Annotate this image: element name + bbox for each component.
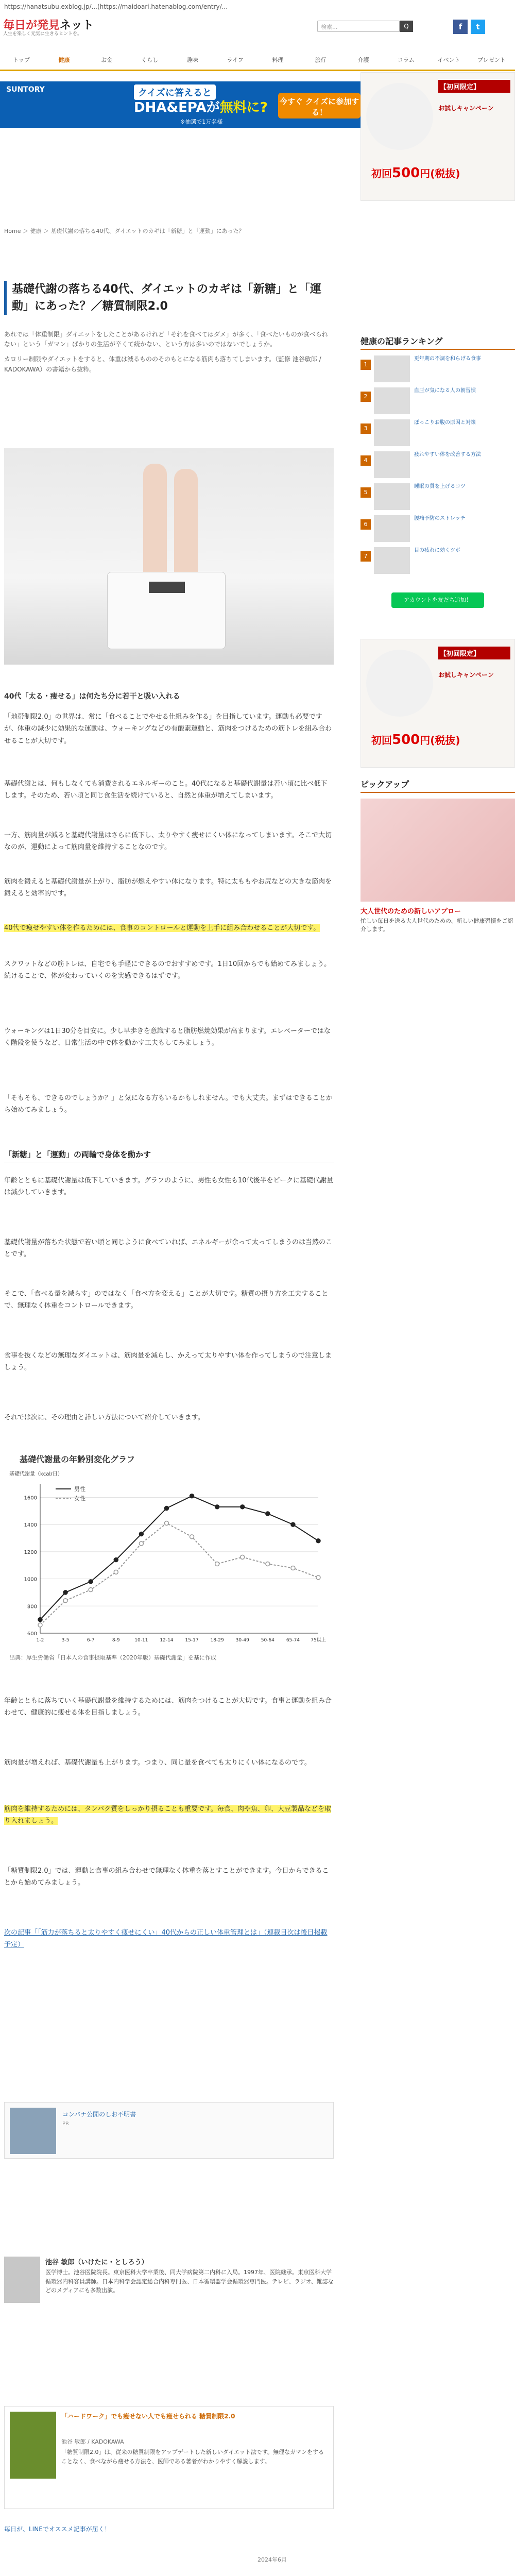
nav-item-event[interactable]: イベント bbox=[437, 57, 460, 63]
nav-item-health[interactable]: 健康 bbox=[58, 57, 70, 63]
side-ad-2[interactable] bbox=[360, 639, 515, 768]
ranking-item[interactable] bbox=[360, 419, 515, 449]
article-paragraph: 基礎代謝とは、何もしなくても消費されるエネルギーのこと。40代になると基礎代謝量は若い頃に比べ低下します。そのため、若い頃と同じ食生活を続けていると、自然と体重が増えてしまいます。 bbox=[4, 780, 328, 800]
side-ad-price-c: 円(税抜) bbox=[420, 167, 460, 180]
top-banner-ad[interactable] bbox=[0, 81, 375, 128]
data-point bbox=[114, 1558, 118, 1562]
article-paragraph: ウォーキングは1日30分を目安に。少し早歩きを意識すると脂肪燃焼効果が高まります。エレベーターではなく階段を使うなど、日常生活の中で体を動かす工夫もしてみましょう。 bbox=[4, 1027, 331, 1047]
book-author: 池谷 敏郎 / KADOKAWA bbox=[61, 2438, 124, 2445]
book-cover[interactable] bbox=[10, 2412, 56, 2479]
banner-cta-button[interactable]: 今すぐ クイズに参加する！ bbox=[278, 93, 360, 118]
rank-number: 2 bbox=[360, 392, 371, 402]
mid-ad-thumb bbox=[10, 2108, 56, 2154]
y-tick-label: 1600 bbox=[24, 1495, 37, 1501]
article-date: 2024年6月 bbox=[258, 2556, 287, 2563]
x-tick-label: 75以上 bbox=[311, 1638, 326, 1643]
side-ad-tag: 【初回限定】 bbox=[438, 647, 510, 659]
data-point bbox=[316, 1539, 320, 1543]
side-ad-price-a: 初回 bbox=[371, 167, 392, 180]
side-ad-product bbox=[366, 83, 433, 150]
banner-brand: SUNTORY bbox=[6, 86, 45, 94]
data-point bbox=[291, 1566, 295, 1570]
lead-paragraph-2: カロリー制限やダイエットをすると、体重は減るもののそのもとになる筋肉も落ちてしまいます。（監修 池谷敏郎 / KADOKAWA）の書籍から抜粋。 bbox=[4, 355, 321, 373]
book-box[interactable] bbox=[4, 2406, 334, 2509]
highlight-text: 40代で痩せやすい体を作るためには、食事のコントロールと運動を上手に組み合わせることが大切です。 bbox=[4, 924, 320, 932]
nav-item-money[interactable]: お金 bbox=[101, 57, 113, 63]
legend-label: 男性 bbox=[74, 1486, 85, 1493]
line-follow-link[interactable]: 毎日が、LINEでオススメ記事が届く！ bbox=[4, 2526, 111, 2533]
side-ad-product bbox=[366, 650, 433, 717]
data-point bbox=[241, 1555, 245, 1559]
article-paragraph: 「そもそも、できるのでしょうか？」と気になる方もいるかもしれません。でも大丈夫。まずはできることから始めてみましょう。 bbox=[4, 1094, 333, 1114]
author-bio: 医学博士。池谷医院院長。東京医科大学卒業後、同大学病院第二内科に入局。1997年、医院継承。東京医科大学循環器内科客員講師。日本内科学会認定総合内科専門医、日本循環器学会循環器専門医。テレビ、ラジオ、雑誌などのメディアにも多数出演。 bbox=[45, 2269, 334, 2294]
section-heading: 40代「太る・痩せる」は何たち分に若干と吸い入れる bbox=[4, 692, 180, 701]
logo-part-a: 毎日が bbox=[3, 19, 38, 32]
data-point bbox=[89, 1580, 93, 1584]
chart-caption: 出典：厚生労働省「日本人の食事摂取基準（2020年版）基礎代謝量」を基に作成 bbox=[9, 1654, 216, 1661]
rank-title[interactable]: 更年期の不調を和らげる食事 bbox=[414, 356, 481, 362]
side-ad-price-b: 500 bbox=[392, 165, 420, 181]
leg-right bbox=[174, 469, 198, 587]
data-point bbox=[190, 1535, 194, 1539]
scale-display bbox=[149, 582, 185, 593]
banner-headline-a: DHA&EPA bbox=[134, 100, 207, 115]
x-tick-label: 10-11 bbox=[134, 1638, 148, 1643]
rank-number: 6 bbox=[360, 519, 371, 530]
url-bar[interactable]: https://hanatsubu.exblog.jp/...(https://maidoari.hatenablog.com/entry/... bbox=[0, 0, 515, 14]
x-tick-label: 30-49 bbox=[235, 1638, 249, 1643]
y-tick-label: 1000 bbox=[24, 1577, 37, 1583]
article-paragraph: それでは次に、その理由と詳しい方法について紹介していきます。 bbox=[4, 1414, 204, 1421]
bmr-chart bbox=[4, 1453, 334, 1680]
ranking-item[interactable] bbox=[360, 483, 515, 513]
rank-title[interactable]: 睡眠の質を上げるコツ bbox=[414, 484, 466, 489]
pickup-text: 忙しい毎日を送る大人世代のための、新しい健康習慣をご紹介します。 bbox=[360, 917, 513, 933]
search-button[interactable]: Q bbox=[400, 21, 413, 32]
nav-item-present[interactable]: プレゼント bbox=[477, 57, 506, 63]
pickup-image[interactable] bbox=[360, 799, 515, 902]
data-point bbox=[291, 1522, 295, 1527]
rank-number: 5 bbox=[360, 487, 371, 498]
article-photo bbox=[4, 448, 334, 665]
rank-title[interactable]: 疲れやすい体を改善する方法 bbox=[414, 452, 481, 457]
author-box bbox=[4, 2251, 334, 2385]
y-tick-label: 1200 bbox=[24, 1549, 37, 1555]
rank-title[interactable]: 腰痛予防のストレッチ bbox=[414, 516, 466, 521]
chart-title: 基礎代謝量の年齢別変化グラフ bbox=[20, 1454, 135, 1464]
side-ad-line: お試しキャンペーン bbox=[438, 105, 494, 112]
rank-title[interactable]: 目の疲れに効くツボ bbox=[414, 548, 460, 553]
article-paragraph: 「地帯制限2.0」の世界は、常に「食べることでやせる仕組みを作る」を目指しています。運動も必要ですが、体重の減少に効果的な運動は、ウォーキングなどの有酸素運動と、筋肉をつけるための筋トレを組み合わせることが大切です。 bbox=[4, 713, 332, 745]
article-paragraph: 筋肉を鍛えると基礎代謝量が上がり、脂肪が燃えやすい体になります。特に太ももやお尻などの大きな筋肉を鍛えると効率的です。 bbox=[4, 878, 332, 898]
data-point bbox=[215, 1562, 219, 1566]
data-point bbox=[38, 1623, 42, 1627]
data-point bbox=[215, 1505, 219, 1509]
next-article-link[interactable]: 次の記事「「筋力が落ちると太りやすく痩せにくい」40代からの正しい体重管理とは」（連載目次は後日掲載予定） bbox=[4, 1929, 328, 1949]
banner-headline-c: 無料に? bbox=[219, 100, 268, 115]
search-input[interactable]: 検索... bbox=[317, 21, 400, 32]
banner-headline bbox=[134, 97, 268, 116]
data-point bbox=[114, 1570, 118, 1574]
rank-title[interactable]: 血圧が気になる人の朝習慣 bbox=[414, 388, 476, 394]
x-tick-label: 65-74 bbox=[286, 1638, 300, 1643]
bathroom-scale bbox=[107, 572, 226, 649]
line-add-friend-button[interactable]: アカウントを友だち追加！ bbox=[391, 592, 484, 608]
facebook-icon[interactable]: f bbox=[453, 20, 468, 34]
banner-title: クイズに答えると bbox=[134, 84, 216, 100]
rank-title[interactable]: ぽっこりお腹の原因と対策 bbox=[414, 420, 476, 426]
nav-item-cooking[interactable]: 料理 bbox=[272, 57, 284, 63]
article-paragraph: 年齢とともに基礎代謝量は低下していきます。グラフのように、男性も女性も10代後半をピークに基礎代謝量は減少していきます。 bbox=[4, 1177, 333, 1197]
data-point bbox=[139, 1541, 143, 1546]
side-ad-price bbox=[371, 732, 460, 748]
ranking-item[interactable] bbox=[360, 547, 515, 577]
rank-thumb[interactable] bbox=[374, 451, 410, 478]
data-point bbox=[63, 1599, 67, 1603]
ranking-item[interactable] bbox=[360, 515, 515, 545]
rank-thumb[interactable] bbox=[374, 355, 410, 382]
rank-number: 1 bbox=[360, 360, 371, 370]
side-ad-price-c: 円(税抜) bbox=[420, 734, 460, 747]
nav-item-care[interactable]: 介護 bbox=[357, 57, 369, 63]
side-ad-tag: 【初回限定】 bbox=[438, 80, 510, 93]
rank-thumb[interactable] bbox=[374, 547, 410, 574]
lead-paragraph: あれでは「体重制限」ダイエットをしたことがあるけれど「それを食べてはダメ」が多く、「食べたいものが食べられない」という「ガマン」ばかりの生活が辛くて続かない、という方は多いのではないでしょうか。 bbox=[4, 331, 328, 348]
rank-number: 4 bbox=[360, 455, 371, 466]
logo-part-b: 発見 bbox=[37, 19, 60, 32]
rank-thumb[interactable] bbox=[374, 483, 410, 510]
side-ad-1[interactable] bbox=[360, 72, 515, 201]
x-tick-label: 6-7 bbox=[87, 1638, 95, 1643]
x-tick-label: 12-14 bbox=[160, 1638, 174, 1643]
nav-item-top[interactable]: トップ bbox=[13, 57, 30, 63]
rank-thumb[interactable] bbox=[374, 387, 410, 414]
banner-note: ※抽選で1万名様 bbox=[180, 118, 223, 125]
author-avatar bbox=[4, 2257, 40, 2303]
pickup-heading: ピックアップ bbox=[360, 778, 515, 793]
page-title: 基礎代謝の落ちる40代、ダイエットのカギは「新糖」と「運動」にあった？／糖質制限2.0 bbox=[4, 281, 334, 315]
rank-number: 7 bbox=[360, 551, 371, 562]
logo-part-c: ネット bbox=[60, 19, 94, 32]
pickup-title[interactable]: 大人世代のための新しいアプロー bbox=[360, 908, 461, 916]
data-point bbox=[164, 1521, 168, 1525]
x-tick-label: 8-9 bbox=[112, 1638, 120, 1643]
leg-left bbox=[143, 464, 167, 582]
book-title[interactable]: 「ハードワーク」でも痩せない人でも痩せられる 糖質制限2.0 bbox=[61, 2413, 235, 2420]
banner-headline-b: が bbox=[206, 100, 220, 115]
data-point bbox=[316, 1575, 320, 1580]
nav-item-hobby[interactable]: 趣味 bbox=[186, 57, 198, 63]
section-heading-2: 「新糖」と「運動」の両輪で身体を動かす bbox=[4, 1149, 334, 1162]
x-tick-label: 3-5 bbox=[61, 1638, 70, 1643]
ranking-heading: 健康の記事ランキング bbox=[360, 335, 515, 350]
rank-thumb[interactable] bbox=[374, 419, 410, 446]
data-point bbox=[38, 1618, 42, 1622]
highlight-text: 筋肉を維持するためには、タンパク質をしっかり摂ることも重要です。毎食、肉や魚、卵、大豆製品などを取り入れましょう。 bbox=[4, 1805, 332, 1825]
main-nav bbox=[0, 52, 515, 71]
article-lead bbox=[4, 330, 334, 375]
breadcrumb[interactable]: Home ＞ 健康 ＞ 基礎代謝の落ちる40代、ダイエットのカギは「新糖」と「運動」にあった？ bbox=[4, 228, 245, 234]
article-paragraph: 「糖質制限2.0」では、運動と食事の組み合わせで無理なく体重を落とすことができます。今日からできることから始めてみましょう。 bbox=[4, 1867, 329, 1887]
article-highlight bbox=[4, 922, 334, 934]
tagline: 人生を楽しく元気に生きるヒントを。 bbox=[3, 31, 82, 37]
ranking-item[interactable] bbox=[360, 451, 515, 481]
article-paragraph: 筋肉量が増えれば、基礎代謝量も上がります。つまり、同じ量を食べても太りにくい体になるのです。 bbox=[4, 1759, 311, 1767]
nav-item-column[interactable]: コラム bbox=[398, 57, 415, 63]
data-point bbox=[89, 1588, 93, 1592]
side-ad-price bbox=[371, 165, 460, 181]
mid-ad-label: PR bbox=[62, 2121, 69, 2127]
ranking-item[interactable] bbox=[360, 387, 515, 417]
rank-thumb[interactable] bbox=[374, 515, 410, 542]
series-line-female bbox=[40, 1523, 318, 1625]
mid-article-ad[interactable] bbox=[4, 2102, 334, 2159]
article-paragraph: 一方、筋肉量が減ると基礎代謝量はさらに低下し、太りやすく痩せにくい体になってしまいます。そこで大切なのが、運動によって筋肉量を維持することなのです。 bbox=[4, 832, 332, 852]
data-point bbox=[266, 1562, 270, 1566]
data-point bbox=[164, 1506, 168, 1510]
data-point bbox=[63, 1590, 67, 1595]
nav-item-travel[interactable]: 旅行 bbox=[315, 57, 327, 63]
book-description: 「糖質制限2.0」は、従来の糖質制限をアップデートした新しいダイエット法です。無理なガマンをすることなく、食べながら痩せる方法を、医師である著者がわかりやすく解説します。 bbox=[61, 2449, 324, 2465]
ranking-item[interactable] bbox=[360, 355, 515, 385]
chart-svg bbox=[4, 1463, 334, 1659]
side-ad-price-a: 初回 bbox=[371, 734, 392, 747]
rank-number: 3 bbox=[360, 423, 371, 434]
mid-ad-text: コンバナ公開のしお不明書 bbox=[62, 2111, 136, 2118]
nav-item-life[interactable]: くらし bbox=[141, 57, 158, 63]
article-paragraph: スクワットなどの筋トレは、自宅でも手軽にできるのでおすすめです。1日10回からでも始めてみましょう。続けることで、体が変わっていくのを実感できるはずです。 bbox=[4, 960, 331, 980]
nav-item-lifestyle[interactable]: ライフ bbox=[227, 57, 244, 63]
article-highlight bbox=[4, 1803, 334, 1827]
y-tick-label: 800 bbox=[27, 1604, 37, 1610]
series-line-male bbox=[40, 1496, 318, 1620]
y-axis-label: 基礎代謝量（kcal/日） bbox=[9, 1471, 63, 1477]
x-tick-label: 50-64 bbox=[261, 1638, 274, 1643]
legend-label: 女性 bbox=[74, 1495, 85, 1502]
x-tick-label: 1-2 bbox=[36, 1638, 44, 1643]
x-tick-label: 15-17 bbox=[185, 1638, 199, 1643]
article-paragraph: そこで、「食べる量を減らす」のではなく「食べ方を変える」ことが大切です。糖質の摂り方を工夫することで、無理なく体重をコントロールできます。 bbox=[4, 1290, 329, 1310]
twitter-icon[interactable]: t bbox=[471, 20, 485, 34]
author-name: 池谷 敏郎（いけたに・としろう） bbox=[45, 2259, 148, 2266]
article-paragraph: 食事を抜くなどの無理なダイエットは、筋肉量を減らし、かえって太りやすい体を作ってしまうので注意しましょう。 bbox=[4, 1352, 332, 1372]
side-ad-line: お試しキャンペーン bbox=[438, 671, 494, 679]
pickup-caption[interactable] bbox=[360, 907, 515, 934]
data-point bbox=[241, 1505, 245, 1509]
x-tick-label: 18-29 bbox=[210, 1638, 224, 1643]
article-paragraph: 年齢とともに落ちていく基礎代謝量を維持するためには、筋肉をつけることが大切です。食事と運動を組み合わせて、健康的に痩せる体を目指しましょう。 bbox=[4, 1697, 332, 1717]
data-point bbox=[190, 1494, 194, 1498]
y-tick-label: 600 bbox=[27, 1631, 37, 1637]
site-header bbox=[0, 14, 515, 35]
side-ad-price-b: 500 bbox=[392, 732, 420, 748]
data-point bbox=[266, 1512, 270, 1516]
y-tick-label: 1400 bbox=[24, 1522, 37, 1529]
data-point bbox=[139, 1532, 143, 1536]
article-paragraph: 基礎代謝量が落ちた状態で若い頃と同じように食べていれば、エネルギーが余って太ってしまうのは当然のことです。 bbox=[4, 1239, 333, 1259]
